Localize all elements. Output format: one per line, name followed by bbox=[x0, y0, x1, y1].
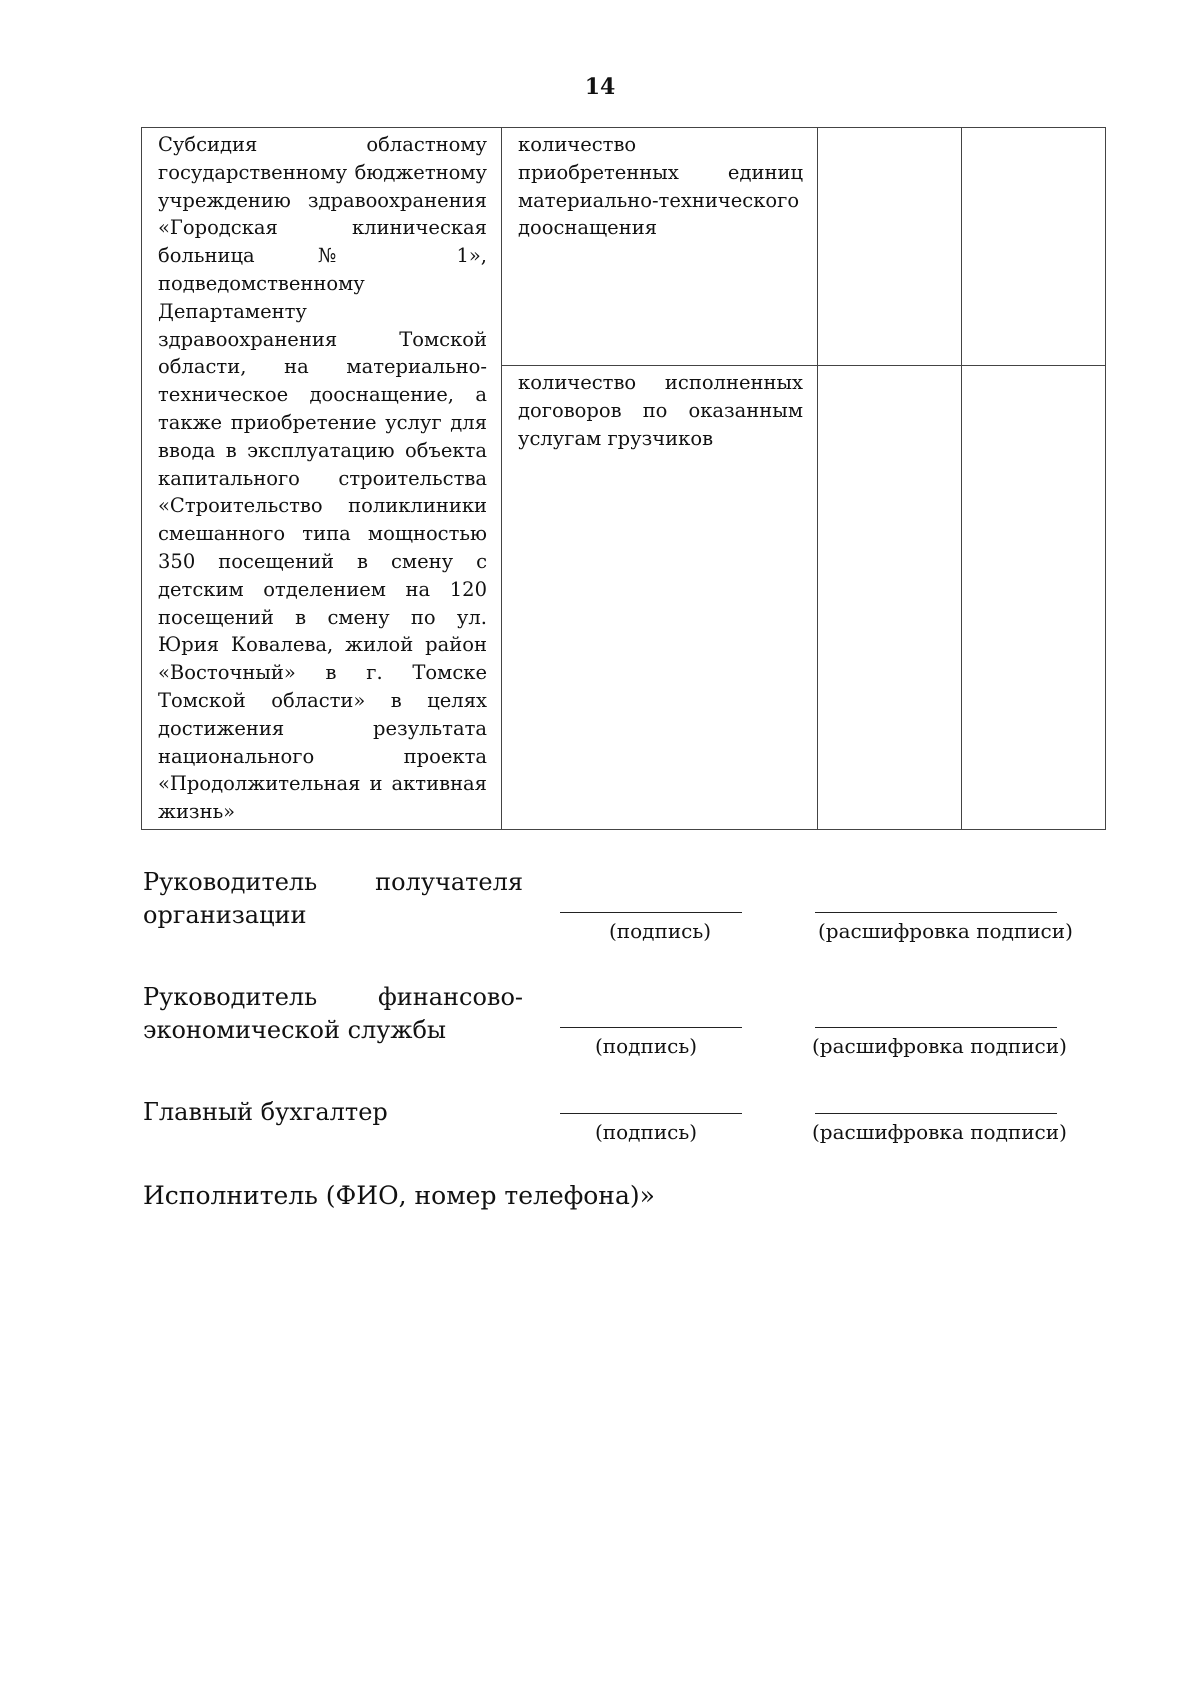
signature-block-head bbox=[0, 866, 1200, 966]
value-cell bbox=[818, 366, 962, 830]
page-number: 14 bbox=[584, 74, 616, 100]
signature-role-label: Руководитель получателя организации bbox=[143, 868, 523, 929]
indicator-cell: количество приобретенных единиц материально-технического дооснащения bbox=[502, 128, 818, 366]
decoding-caption: (расшифровка подписи) bbox=[812, 1120, 1067, 1144]
value-cell bbox=[962, 128, 1106, 366]
table-row bbox=[142, 128, 1106, 366]
decoding-line bbox=[815, 1113, 1057, 1114]
indicator-cell: количество исполненных договоров по оказанным услугам грузчиков bbox=[502, 366, 818, 830]
indicators-table bbox=[141, 127, 1106, 830]
signature-caption: (подпись) bbox=[595, 1120, 698, 1144]
signature-line bbox=[560, 1113, 742, 1114]
decoding-line bbox=[815, 912, 1057, 913]
value-cell bbox=[818, 128, 962, 366]
signature-role-label: Руководитель финансово-экономической службы bbox=[143, 983, 523, 1044]
signature-caption: (подпись) bbox=[595, 1034, 698, 1058]
executor-line: Исполнитель (ФИО, номер телефона)» bbox=[143, 1181, 655, 1210]
signature-line bbox=[560, 912, 742, 913]
decoding-line bbox=[815, 1027, 1057, 1028]
signature-caption: (подпись) bbox=[609, 919, 712, 943]
decoding-caption: (расшифровка подписи) bbox=[818, 919, 1073, 943]
value-cell bbox=[962, 366, 1106, 830]
signature-role-label: Главный бухгалтер bbox=[143, 1098, 388, 1126]
decoding-caption: (расшифровка подписи) bbox=[812, 1034, 1067, 1058]
signature-line bbox=[560, 1027, 742, 1028]
signature-block-finance bbox=[0, 981, 1200, 1081]
subsidy-description-cell: Субсидия областному государственному бюджетному учреждению здравоохранения «Городская клиническая больница № 1», подведомственному Департаменту здравоохранения Томской области, на материально-техническое дооснащение, а также приобретение услуг для ввода в эксплуатацию объекта капитального строительства «Строительство поликлиники смешанного типа мощностью 350 посещений в смену с детским отделением на 120 посещений в смену по ул. Юрия Ковалева, жилой район «Восточный» в г. Томске Томской области» в целях достижения результата национального проекта «Продолжительная и активная жизнь» bbox=[142, 128, 502, 830]
